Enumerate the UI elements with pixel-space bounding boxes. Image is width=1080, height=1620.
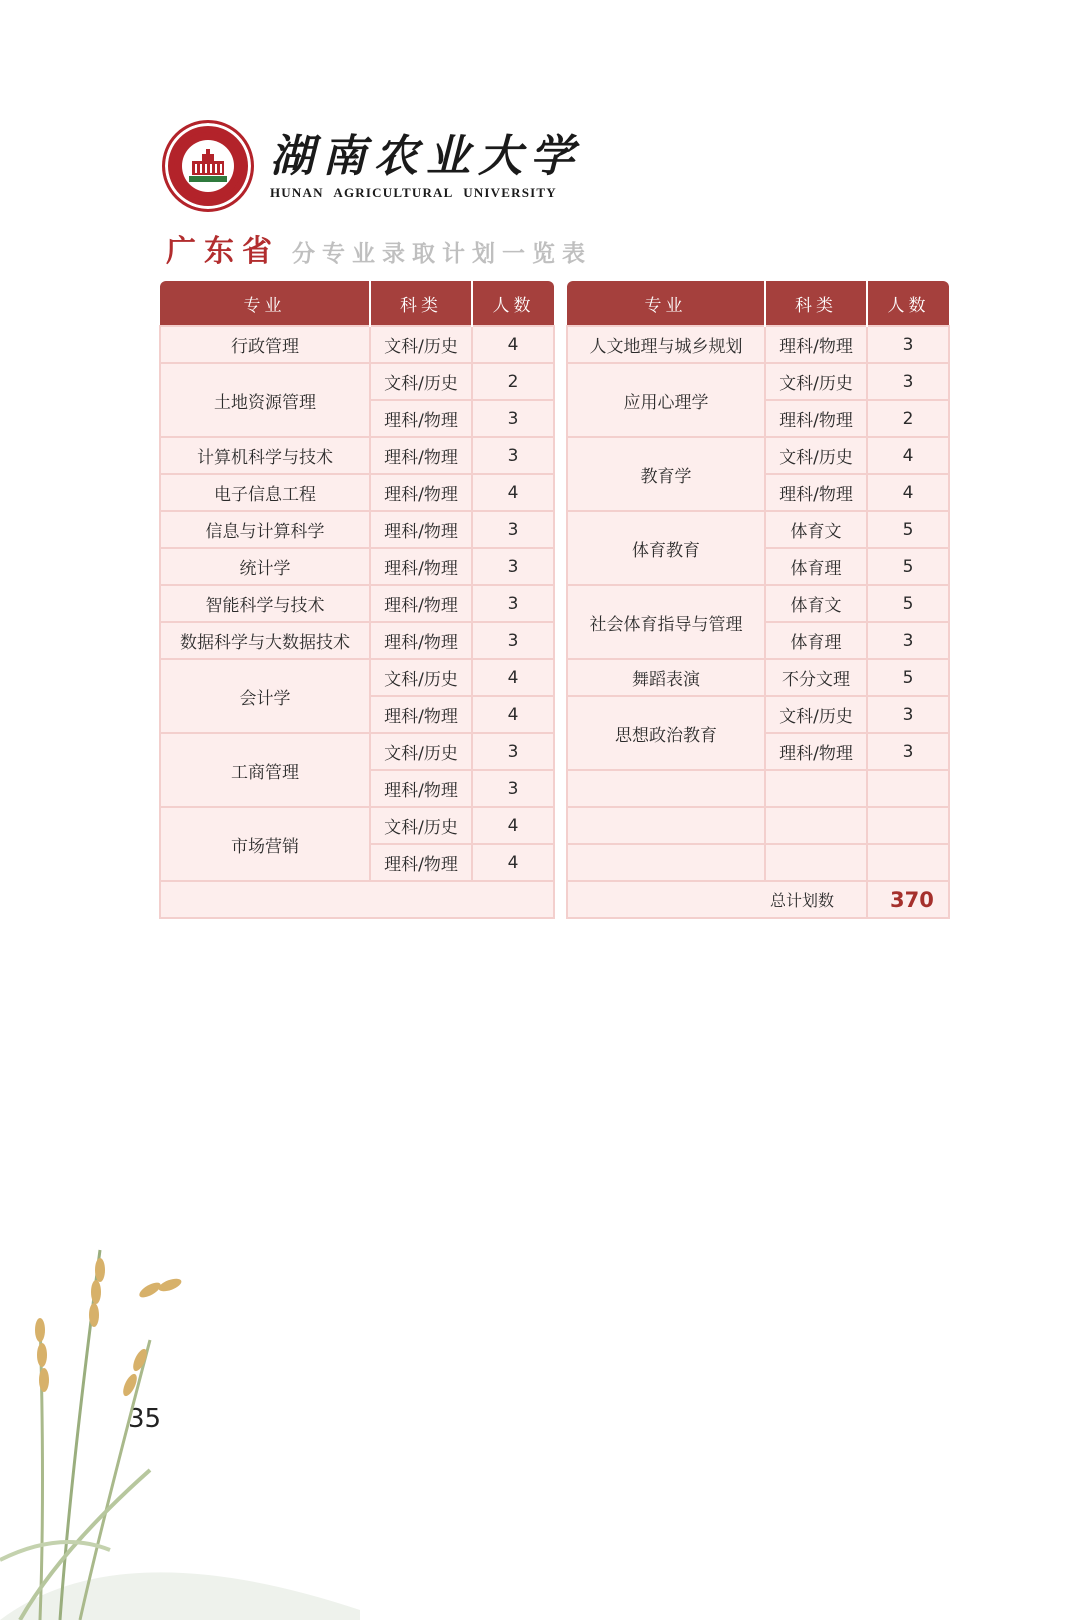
count-cell: 4 [472, 807, 554, 844]
table-row [567, 511, 949, 548]
count-cell: 3 [472, 400, 554, 437]
left-table-header [160, 281, 554, 326]
logo-text [270, 131, 582, 201]
header-major: 专业 [160, 281, 370, 326]
header-count: 人数 [472, 281, 554, 326]
table-subtitle: 分专业录取计划一览表 [292, 241, 592, 267]
major-cell: 思想政治教育 [567, 696, 765, 770]
empty-cell [765, 770, 867, 807]
count-cell: 3 [472, 770, 554, 807]
category-cell: 理科/物理 [370, 437, 472, 474]
header-count: 人数 [867, 281, 949, 326]
empty-row [567, 770, 949, 807]
count-cell: 5 [867, 659, 949, 696]
category-cell: 文科/历史 [370, 326, 472, 363]
count-cell: 5 [867, 585, 949, 622]
category-cell: 文科/历史 [765, 437, 867, 474]
category-cell: 理科/物理 [370, 770, 472, 807]
category-cell: 理科/物理 [765, 733, 867, 770]
count-cell: 4 [472, 659, 554, 696]
empty-footer-cell [160, 881, 554, 918]
category-cell: 理科/物理 [765, 326, 867, 363]
empty-cell [567, 770, 765, 807]
category-cell: 文科/历史 [370, 807, 472, 844]
major-cell: 人文地理与城乡规划 [567, 326, 765, 363]
rice-stalk-decoration-icon [0, 1230, 360, 1620]
empty-cell [867, 807, 949, 844]
left-admission-table [159, 281, 555, 919]
count-cell: 2 [472, 363, 554, 400]
category-cell: 体育文 [765, 585, 867, 622]
table-row [160, 585, 554, 622]
header-major: 专业 [567, 281, 765, 326]
count-cell: 5 [867, 548, 949, 585]
table-row [567, 326, 949, 363]
table-row [567, 659, 949, 696]
total-row [567, 881, 949, 918]
major-cell: 电子信息工程 [160, 474, 370, 511]
header-category: 科类 [765, 281, 867, 326]
empty-row [567, 807, 949, 844]
count-cell: 3 [472, 511, 554, 548]
table-row [160, 437, 554, 474]
major-cell: 计算机科学与技术 [160, 437, 370, 474]
major-cell: 社会体育指导与管理 [567, 585, 765, 659]
right-admission-table [566, 281, 950, 919]
major-cell: 工商管理 [160, 733, 370, 807]
category-cell: 不分文理 [765, 659, 867, 696]
right-table-header [567, 281, 949, 326]
category-cell: 文科/历史 [765, 696, 867, 733]
table-row [160, 622, 554, 659]
major-cell: 会计学 [160, 659, 370, 733]
table-row [567, 437, 949, 474]
count-cell: 2 [867, 400, 949, 437]
table-row [160, 807, 554, 844]
count-cell: 3 [867, 363, 949, 400]
count-cell: 5 [867, 511, 949, 548]
table-row [160, 326, 554, 363]
major-cell: 体育教育 [567, 511, 765, 585]
table-row [160, 659, 554, 696]
major-cell: 舞蹈表演 [567, 659, 765, 696]
left-table-body [160, 326, 554, 918]
count-cell: 3 [867, 696, 949, 733]
major-cell: 教育学 [567, 437, 765, 511]
university-logo [162, 120, 582, 212]
empty-row [567, 844, 949, 881]
table-row [160, 548, 554, 585]
category-cell: 文科/历史 [370, 733, 472, 770]
category-cell: 理科/物理 [370, 622, 472, 659]
table-row [160, 474, 554, 511]
count-cell: 4 [472, 474, 554, 511]
count-cell: 3 [472, 622, 554, 659]
major-cell: 统计学 [160, 548, 370, 585]
category-cell: 理科/物理 [370, 585, 472, 622]
category-cell: 理科/物理 [370, 511, 472, 548]
header-category: 科类 [370, 281, 472, 326]
category-cell: 理科/物理 [370, 474, 472, 511]
count-cell: 4 [867, 437, 949, 474]
count-cell: 3 [867, 622, 949, 659]
category-cell: 理科/物理 [765, 400, 867, 437]
category-cell: 理科/物理 [370, 548, 472, 585]
category-cell: 理科/物理 [370, 400, 472, 437]
major-cell: 应用心理学 [567, 363, 765, 437]
count-cell: 3 [472, 437, 554, 474]
page-heading [166, 226, 592, 270]
major-cell: 智能科学与技术 [160, 585, 370, 622]
category-cell: 体育理 [765, 622, 867, 659]
province-title: 广东省 [166, 234, 280, 269]
count-cell: 4 [867, 474, 949, 511]
major-cell: 土地资源管理 [160, 363, 370, 437]
count-cell: 4 [472, 326, 554, 363]
empty-cell [567, 844, 765, 881]
logo-english-name: HUNAN AGRICULTURAL UNIVERSITY [270, 185, 557, 200]
count-cell: 3 [472, 585, 554, 622]
table-row [567, 696, 949, 733]
page-number: 35 [128, 1404, 162, 1434]
category-cell: 文科/历史 [370, 659, 472, 696]
major-cell: 数据科学与大数据技术 [160, 622, 370, 659]
table-row [160, 733, 554, 770]
category-cell: 体育理 [765, 548, 867, 585]
category-cell: 文科/历史 [370, 363, 472, 400]
major-cell: 信息与计算科学 [160, 511, 370, 548]
count-cell: 3 [472, 548, 554, 585]
empty-cell [867, 844, 949, 881]
count-cell: 4 [472, 844, 554, 881]
category-cell: 理科/物理 [370, 696, 472, 733]
table-row [567, 363, 949, 400]
right-table-body [567, 326, 949, 918]
major-cell: 市场营销 [160, 807, 370, 881]
table-row [567, 585, 949, 622]
count-cell: 3 [472, 733, 554, 770]
count-cell: 3 [867, 326, 949, 363]
count-cell: 3 [867, 733, 949, 770]
category-cell: 理科/物理 [370, 844, 472, 881]
category-cell: 理科/物理 [765, 474, 867, 511]
empty-cell [867, 770, 949, 807]
count-cell: 4 [472, 696, 554, 733]
total-value: 370 [867, 881, 949, 918]
empty-cell [765, 807, 867, 844]
university-seal-icon [162, 120, 254, 212]
category-cell: 文科/历史 [765, 363, 867, 400]
logo-chinese-name: 湖南农业大学 [270, 131, 582, 182]
category-cell: 体育文 [765, 511, 867, 548]
left-footer-row [160, 881, 554, 918]
table-row [160, 363, 554, 400]
empty-cell [567, 807, 765, 844]
empty-cell [765, 844, 867, 881]
major-cell: 行政管理 [160, 326, 370, 363]
table-row [160, 511, 554, 548]
total-label: 总计划数 [567, 881, 867, 918]
